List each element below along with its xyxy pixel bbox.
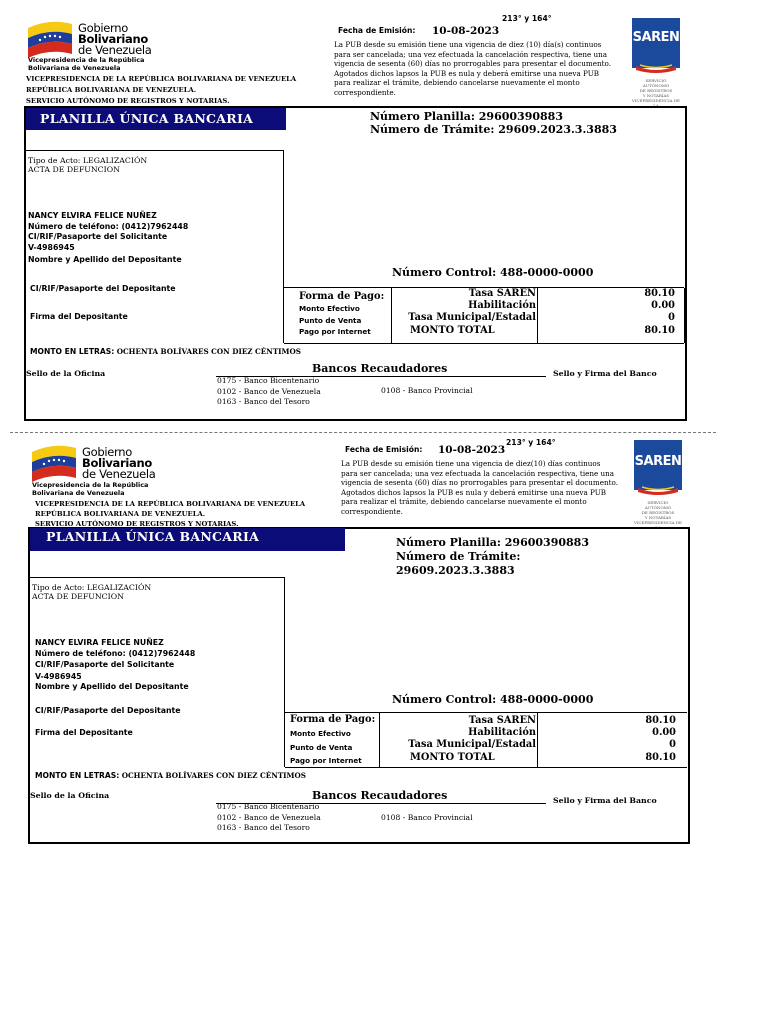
tasa-municipal-label: Tasa Municipal/Estadal (408, 739, 536, 751)
monto-total-value: 80.10 (644, 324, 675, 336)
depositante-nombre-label: Nombre y Apellido del Depositante (35, 682, 189, 691)
saren-text: SAREN (632, 30, 680, 45)
saren-sub-3: Y NOTARÍAS (644, 515, 672, 520)
saren-sub-2: DE REGISTROS (641, 510, 675, 515)
venezuela-flag-icon (26, 18, 74, 58)
monto-letras-value: OCHENTA BOLÍVARES CON DIEZ CÉNTIMOS (121, 771, 306, 780)
tasa-saren-label: Tasa SAREN (468, 288, 536, 299)
monto-efectivo-label: Monto Efectivo (290, 729, 351, 738)
banco-3: 0163 - Banco del Tesoro (217, 397, 310, 406)
logo-venezuela: de Venezuela (78, 43, 152, 57)
saren-sub-1: SERVICIO AUTÓNOMO (642, 78, 670, 88)
logo-venezuela: de Venezuela (82, 467, 156, 481)
sello-oficina: Sello de la Oficina (26, 369, 106, 378)
monto-total-value: 80.10 (645, 751, 676, 763)
saren-logo (634, 440, 682, 530)
numero-tramite-value: 29609.2023.3.3883 (396, 564, 515, 577)
solicitante-telefono: Número de teléfono: (0412)7962448 (35, 649, 196, 659)
fecha-value: 10-08-2023 (438, 444, 506, 456)
banco-4: 0108 - Banco Provincial (381, 813, 473, 822)
saren-sub-3: Y NOTARÍAS (642, 93, 670, 98)
saren-sub-2: DE REGISTROS (639, 88, 673, 93)
saren-sub-4: VICEPRESIDENCIA DE LA (632, 98, 680, 108)
planilla-title-text: PLANILLA ÚNICA BANCARIA (46, 529, 260, 544)
solicitante-ci-label: CI/RIF/Pasaporte del Solicitante (28, 232, 168, 241)
depositante-ci-label: CI/RIF/Pasaporte del Depositante (30, 284, 176, 293)
logo-gobierno: Gobierno (78, 21, 128, 35)
banco-2: 0102 - Banco de Venezuela (217, 386, 321, 396)
planilla-title (30, 528, 345, 551)
logo-vice-line1: Vicepresidencia de la República (32, 481, 149, 489)
tipo-acto: Tipo de Acto: LEGALIZACIÓN (28, 156, 148, 165)
tasa-saren-value: 80.10 (644, 288, 675, 299)
logo-vice-line1: Vicepresidencia de la República (28, 56, 145, 64)
numero-control: Número Control: 488-0000-0000 (392, 266, 594, 279)
solicitante-nombre: NANCY ELVIRA FELICE NUÑEZ (35, 638, 164, 647)
monto-efectivo-label: Monto Efectivo (299, 304, 360, 313)
fecha-label: Fecha de Emisión: (338, 26, 416, 35)
numero-tramite-label: Número de Trámite: (396, 550, 521, 563)
bancos-recaudadores-title: Bancos Recaudadores (312, 362, 448, 375)
org-line-2: REPÚBLICA BOLIVARIANA DE VENEZUELA. (26, 86, 197, 94)
solicitante-nombre: NANCY ELVIRA FELICE NUÑEZ (28, 211, 157, 220)
numero-planilla: Número Planilla: 29600390883 (370, 110, 563, 123)
sello-oficina: Sello de la Oficina (30, 791, 110, 800)
acta: ACTA DE DEFUNCION (32, 592, 124, 601)
saren-swoosh-icon (632, 62, 680, 74)
acta: ACTA DE DEFUNCION (28, 165, 120, 174)
logo-vice-line2: Bolivariana de Venezuela (32, 488, 125, 497)
tasa-saren-label: Tasa SAREN (468, 715, 536, 726)
tasa-saren-value: 80.10 (645, 715, 676, 726)
notice-line-3: vigencia de sesenta (60) días no prorrogables para presentar el documento. (341, 478, 618, 487)
notice-line-4: Agotados dichos lapsos la PUB es nula y deberá emitirse una nueva PUB (341, 487, 607, 497)
planilla-title-text: PLANILLA ÚNICA BANCARIA (40, 111, 254, 126)
logo-gobierno: Gobierno (82, 445, 132, 459)
era-code: 213° y 164° (502, 14, 552, 23)
org-line-1: VICEPRESIDENCIA DE LA REPÚBLICA BOLIVARIANA DE VENEZUELA (26, 75, 297, 83)
punto-venta-label: Punto de Venta (290, 742, 353, 752)
monto-letras-value: OCHENTA BOLÍVARES CON DIEZ CÉNTIMOS (116, 347, 301, 356)
notice-line-2: para ser cancelada; una vez efectuada la cancelación respectiva, tiene una (334, 49, 608, 59)
solicitante-ci-value: V-4986945 (35, 671, 82, 681)
banco-2: 0102 - Banco de Venezuela (217, 812, 321, 822)
saren-sub-1: SERVICIO AUTÓNOMO (644, 500, 672, 510)
forma-pago-label: Forma de Pago: (290, 714, 376, 725)
tasa-municipal-value: 0 (669, 739, 676, 751)
monto-letras-label: MONTO EN LETRAS: (30, 347, 115, 356)
depositante-nombre-label: Nombre y Apellido del Depositante (28, 255, 182, 264)
pago-internet-label: Pago por Internet (290, 756, 362, 765)
saren-swoosh-icon (634, 484, 682, 496)
numero-tramite: Número de Trámite: 29609.2023.3.3883 (370, 123, 617, 136)
org-line-1: VICEPRESIDENCIA DE LA REPÚBLICA BOLIVARIANA DE VENEZUELA (35, 500, 306, 508)
solicitante-ci-value: V-4986945 (28, 242, 75, 252)
saren-logo (632, 18, 680, 108)
habilitacion-label: Habilitación (468, 300, 536, 312)
depositante-ci-label: CI/RIF/Pasaporte del Depositante (35, 706, 181, 715)
bancos-recaudadores-title: Bancos Recaudadores (312, 789, 448, 802)
fecha-value: 10-08-2023 (432, 25, 500, 37)
tasa-municipal-value: 0 (668, 312, 675, 324)
depositante-firma-label: Firma del Depositante (35, 728, 133, 737)
monto-letras-label: MONTO EN LETRAS: (35, 771, 120, 780)
monto-total-label: MONTO TOTAL (410, 751, 495, 763)
banco-3: 0163 - Banco del Tesoro (217, 823, 310, 832)
habilitacion-value: 0.00 (652, 727, 676, 739)
saren-text: SAREN (634, 454, 682, 469)
notice-line-1: La PUB desde su emisión tiene una vigencia de diez(10) días continuos (341, 459, 601, 468)
sello-banco: Sello y Firma del Banco (553, 796, 657, 805)
planilla-title (26, 108, 286, 130)
numero-planilla: Número Planilla: 29600390883 (396, 536, 589, 549)
logo-vice-line2: Bolivariana de Venezuela (28, 63, 121, 72)
org-line-2: REPÚBLICA BOLIVARIANA DE VENEZUELA. (35, 510, 206, 518)
notice-line-4: Agotados dichos lapsos la PUB es nula y deberá emitirse una nueva PUB (334, 68, 600, 78)
punto-venta-label: Punto de Venta (299, 315, 362, 325)
saren-sub-4: VICEPRESIDENCIA DE LA (634, 520, 682, 530)
depositante-firma-label: Firma del Depositante (30, 312, 128, 321)
notice-line-1: La PUB desde su emisión tiene una vigencia de diez (10) día(s) continuos (334, 40, 602, 49)
logo-bolivariano: Bolivariano (78, 32, 148, 46)
fecha-label: Fecha de Emisión: (345, 445, 423, 454)
org-line-3: SERVICIO AUTÓNOMO DE REGISTROS Y NOTARIAS. (26, 97, 230, 105)
habilitacion-value: 0.00 (651, 300, 675, 312)
notice-line-6: correspondiente. (341, 506, 403, 516)
forma-pago-label: Forma de Pago: (299, 291, 385, 302)
solicitante-telefono: Número de teléfono: (0412)7962448 (28, 221, 189, 231)
logo-bolivariano: Bolivariano (82, 456, 152, 470)
notice-line-5: para realizar el trámite, debiendo cancelarse nuevamente el monto (341, 497, 587, 506)
tasa-municipal-label: Tasa Municipal/Estadal (408, 312, 536, 324)
pago-internet-label: Pago por Internet (299, 327, 371, 336)
era-code: 213° y 164° (506, 438, 556, 447)
notice-line-3: vigencia de sesenta (60) días no prorrogables para presentar el documento. (334, 59, 611, 68)
banco-4: 0108 - Banco Provincial (381, 386, 473, 395)
solicitante-ci-label: CI/RIF/Pasaporte del Solicitante (35, 660, 175, 670)
venezuela-flag-icon (30, 442, 78, 482)
monto-total-label: MONTO TOTAL (410, 324, 495, 336)
sello-banco: Sello y Firma del Banco (553, 369, 657, 378)
tipo-acto: Tipo de Acto: LEGALIZACIÓN (32, 583, 152, 592)
banco-1: 0175 - Banco Bicentenario (217, 802, 320, 811)
org-line-3: SERVICIO AUTÓNOMO DE REGISTROS Y NOTARIAS. (35, 520, 239, 528)
banco-1: 0175 - Banco Bicentenario (217, 376, 320, 385)
cut-line (10, 432, 716, 433)
notice-line-2: para ser cancelada; una vez efectuada la cancelación respectiva, tiene una (341, 468, 615, 478)
habilitacion-label: Habilitación (468, 727, 536, 739)
numero-control: Número Control: 488-0000-0000 (392, 693, 594, 706)
notice-line-6: correspondiente. (334, 87, 396, 97)
notice-line-5: para realizar el trámite, debiendo cancelarse nuevamente el monto (334, 78, 580, 87)
